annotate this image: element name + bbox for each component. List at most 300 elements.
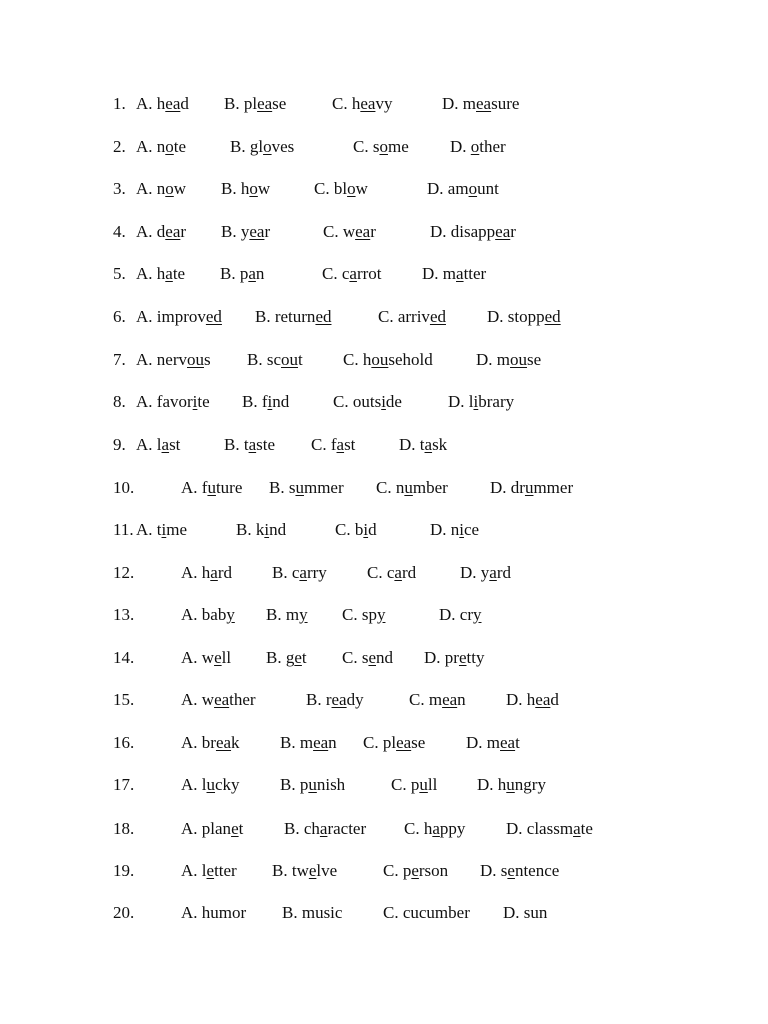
word-part: ppy [439,819,466,838]
underlined-letters: e [411,861,419,880]
option-label: B. [224,94,240,113]
option-b[interactable] [255,306,331,328]
option-label: C. [311,435,327,454]
option-c[interactable] [363,732,425,754]
option-d[interactable] [430,519,479,541]
word-part: mmer [303,478,344,497]
option-label: C. [409,690,425,709]
underlined-letters: a [573,819,581,838]
option-d[interactable] [442,93,519,115]
word-part: s [361,648,369,667]
word-part: de [385,392,402,411]
option-c[interactable] [343,349,433,371]
word-part: sc [266,350,282,369]
word-part: pl [243,94,258,113]
underlined-letters: a [161,435,170,454]
word-part: n [156,137,166,156]
option-a[interactable] [136,434,180,456]
option-label: B. [255,307,271,326]
option-b[interactable] [306,689,364,711]
underlined-letters: e [368,648,377,667]
option-label: A. [136,350,153,369]
word-part: y [240,222,250,241]
word-part: f [330,435,337,454]
option-label: A. [136,222,153,241]
option-c[interactable] [383,860,448,882]
option-c[interactable] [311,434,355,456]
word-part: t [515,733,520,752]
option-c[interactable] [383,902,470,924]
option-a[interactable] [136,519,187,541]
word-part: p [239,264,249,283]
question-number: 19. [113,861,135,880]
option-a[interactable] [181,860,237,882]
underlined-letters: ea [500,733,516,752]
word-part: s [500,861,508,880]
underlined-letters: e [308,861,317,880]
word-part: n [156,179,166,198]
word-part: ce [464,520,480,539]
underlined-letters: ea [257,94,273,113]
option-b[interactable] [272,562,327,584]
option-label: B. [221,222,237,241]
word-part: h [240,179,250,198]
option-label: D. [476,350,493,369]
underlined-letters: i [267,392,273,411]
word-part: r [180,222,187,241]
option-label: C. [391,775,407,794]
option-d[interactable] [490,477,573,499]
option-b[interactable] [230,136,294,158]
underlined-letters: o [347,179,356,198]
option-label: A. [136,520,153,539]
question-number: 7. [113,350,126,369]
question-number: 2. [113,137,126,156]
option-label: B. [272,861,288,880]
word-part: tw [291,861,309,880]
option-b[interactable] [221,221,270,243]
option-label: A. [136,307,153,326]
option-label: D. [422,264,439,283]
option-label: A. [181,563,198,582]
underlined-letters: o [165,137,174,156]
word-part: w [173,179,187,198]
question-number: 4. [113,222,126,241]
word-part: classm [526,819,574,838]
word-part: cucumber [402,903,470,922]
question-number: 3. [113,179,126,198]
underlined-letters: a [319,819,328,838]
option-label: B. [306,690,322,709]
word-part: pr [444,648,459,667]
option-label: C. [322,264,338,283]
option-label: B. [282,903,298,922]
word-part: rd [217,563,232,582]
option-label: D. [480,861,497,880]
option-d[interactable] [439,604,482,626]
word-part: n [457,690,466,709]
option-label: C. [378,307,394,326]
option-label: C. [343,350,359,369]
word-part: tter [214,861,237,880]
option-d[interactable] [450,136,506,158]
word-part: bl [333,179,348,198]
underlined-letters: ed [205,307,222,326]
word-part: m [496,350,511,369]
option-b[interactable] [280,774,345,796]
option-b[interactable] [284,818,366,840]
word-part: ves [271,137,295,156]
word-part: se [272,94,287,113]
option-d[interactable] [466,732,520,754]
word-part: h [423,819,433,838]
word-part: n [328,733,337,752]
underlined-letters: e [206,861,215,880]
word-part: h [526,690,536,709]
option-b[interactable] [266,647,307,669]
option-label: A. [136,392,153,411]
question-number: 6. [113,307,126,326]
underlined-letters: u [404,478,413,497]
word-part: t [243,435,249,454]
option-c[interactable] [404,818,465,840]
option-c[interactable] [335,519,377,541]
option-b[interactable] [269,477,344,499]
underlined-letters: ea [165,94,181,113]
word-part: h [362,350,372,369]
word-part: tter [463,264,487,283]
word-part: sehold [388,350,433,369]
option-label: C. [332,94,348,113]
option-a[interactable] [181,477,242,499]
word-part: music [301,903,343,922]
word-part: sp [361,605,377,624]
underlined-letters: ea [214,690,230,709]
option-a[interactable] [181,689,256,711]
option-a[interactable] [181,562,232,584]
underlined-letters: o [379,137,388,156]
question-number: 16. [113,733,135,752]
underlined-letters: i [192,392,198,411]
underlined-letters: e [458,648,467,667]
option-label: D. [439,605,456,624]
underlined-letters: u [524,478,534,497]
underlined-letters: ea [249,222,265,241]
option-label: C. [335,520,351,539]
word-part: d [156,222,166,241]
option-label: D. [450,137,467,156]
option-label: A. [181,690,198,709]
word-part: lve [316,861,338,880]
option-d[interactable] [399,434,447,456]
option-b[interactable] [236,519,286,541]
option-label: B. [280,733,296,752]
word-part: nd [272,392,290,411]
option-a[interactable] [136,93,189,115]
option-b[interactable] [282,902,342,924]
word-part: n [255,264,265,283]
word-part: m [428,690,443,709]
option-c[interactable] [342,604,385,626]
question-number: 11. [113,520,134,539]
word-part: ch [303,819,320,838]
option-label: B. [242,392,258,411]
underlined-letters: i [161,520,167,539]
word-part: s [288,478,296,497]
word-part: p [402,861,412,880]
option-b[interactable] [224,434,275,456]
option-label: D. [503,903,520,922]
option-label: D. [506,690,523,709]
option-d[interactable] [477,774,546,796]
option-c[interactable] [353,136,409,158]
underlined-letters: ea [396,733,412,752]
word-part: sure [491,94,520,113]
option-label: C. [342,648,358,667]
option-b[interactable] [272,860,337,882]
option-a[interactable] [136,178,186,200]
option-label: D. [466,733,483,752]
underlined-letters: y [226,605,235,624]
underlined-letters: ea [360,94,376,113]
option-b[interactable] [280,732,337,754]
word-part: g [285,648,295,667]
option-d[interactable] [460,562,511,584]
option-a[interactable] [136,136,186,158]
option-d[interactable] [487,306,561,328]
option-d[interactable] [427,178,499,200]
option-a[interactable] [136,263,185,285]
word-part: cr [459,605,473,624]
word-part: me [387,137,409,156]
option-b[interactable] [220,263,264,285]
underlined-letters: ed [315,307,332,326]
option-label: B. [266,605,282,624]
option-c[interactable] [314,178,368,200]
option-a[interactable] [136,349,211,371]
word-part: h [156,94,166,113]
word-part: st [169,435,181,454]
underlined-letters: a [299,563,307,582]
underlined-letters: a [210,563,218,582]
option-d[interactable] [422,263,486,285]
word-part: ll [221,648,232,667]
underlined-letters: ou [371,350,389,369]
option-b[interactable] [247,349,303,371]
question-number: 10. [113,478,135,497]
word-part: r [510,222,516,241]
underlined-letters: u [308,775,317,794]
option-label: B. [247,350,263,369]
underlined-letters: u [506,775,515,794]
question-number: 14. [113,648,135,667]
option-label: A. [136,264,153,283]
option-d[interactable] [476,349,541,371]
underlined-letters: y [299,605,308,624]
word-part: disapp [450,222,496,241]
question-number: 5. [113,264,126,283]
word-part: rry [306,563,327,582]
word-part: am [447,179,469,198]
underlined-letters: u [206,775,216,794]
word-part: st [344,435,356,454]
word-part: brary [478,392,515,411]
option-a[interactable] [181,732,240,754]
option-label: D. [427,179,444,198]
option-label: C. [353,137,369,156]
option-label: A. [181,903,198,922]
underlined-letters: ea [476,94,492,113]
option-b[interactable] [221,178,270,200]
option-c[interactable] [367,562,416,584]
option-d[interactable] [480,860,559,882]
option-label: A. [181,733,198,752]
option-label: C. [376,478,392,497]
underlined-letters: a [165,264,173,283]
option-label: D. [490,478,507,497]
option-d[interactable] [506,818,593,840]
word-part: ntence [514,861,560,880]
underlined-letters: e [294,648,302,667]
underlined-letters: i [473,392,479,411]
option-b[interactable] [266,604,308,626]
option-d[interactable] [506,689,559,711]
option-c[interactable] [342,647,393,669]
option-label: B. [272,563,288,582]
underlined-letters: ea [313,733,329,752]
word-part: nish [316,775,346,794]
option-c[interactable] [378,306,446,328]
option-c[interactable] [376,477,448,499]
underlined-letters: o [249,179,258,198]
underlined-letters: e [507,861,515,880]
underlined-letters: ou [187,350,204,369]
option-c[interactable] [332,93,392,115]
underlined-letters: ea [355,222,371,241]
word-part: t [156,520,162,539]
word-part: cky [215,775,240,794]
option-a[interactable] [136,221,186,243]
underlined-letters: ea [535,690,551,709]
word-part: se [411,733,426,752]
option-d[interactable] [424,647,484,669]
option-label: A. [181,819,198,838]
word-part: bab [201,605,227,624]
option-label: A. [181,605,198,624]
word-part: plan [201,819,232,838]
option-a[interactable] [181,604,235,626]
question-number: 1. [113,94,126,113]
word-part: k [231,733,240,752]
underlined-letters: ea [495,222,511,241]
word-part: n [395,478,405,497]
word-part: ste [256,435,276,454]
option-b[interactable] [224,93,286,115]
word-part: ll [427,775,438,794]
option-label: A. [136,137,153,156]
underlined-letters: y [376,605,386,624]
option-d[interactable] [430,221,516,243]
underlined-letters: ou [510,350,528,369]
option-a[interactable] [181,774,240,796]
word-part: c [341,264,350,283]
word-part: l [468,392,474,411]
word-part: rd [401,563,417,582]
word-part: h [351,94,361,113]
option-c[interactable] [323,221,376,243]
word-part: m [442,264,457,283]
option-c[interactable] [409,689,466,711]
option-label: B. [220,264,236,283]
word-part: w [201,690,215,709]
option-a[interactable] [181,647,231,669]
word-part: k [255,520,265,539]
option-c[interactable] [322,263,381,285]
underlined-letters: ea [442,690,458,709]
word-part: l [201,775,207,794]
option-label: A. [181,648,198,667]
option-label: D. [487,307,504,326]
option-label: D. [424,648,441,667]
word-part: arriv [397,307,430,326]
word-part: racter [327,819,367,838]
underlined-letters: ou [281,350,299,369]
underlined-letters: ed [544,307,561,326]
underlined-letters: u [419,775,428,794]
option-d[interactable] [448,391,514,413]
question-number: 17. [113,775,135,794]
option-b[interactable] [242,391,289,413]
underlined-letters: ea [165,222,181,241]
underlined-letters: a [394,563,402,582]
word-part: sk [432,435,448,454]
option-label: C. [383,903,399,922]
option-label: C. [323,222,339,241]
option-label: D. [460,563,477,582]
underlined-letters: ea [331,690,347,709]
underlined-letters: i [459,520,465,539]
word-part: d [180,94,189,113]
word-part: nd [376,648,394,667]
underlined-letters: ea [215,733,232,752]
word-part: y [480,563,490,582]
word-part: se [527,350,542,369]
word-part: gl [249,137,264,156]
word-part: unt [477,179,499,198]
word-part: improv [156,307,206,326]
underlined-letters: i [363,520,369,539]
option-a[interactable] [181,902,246,924]
question-number: 13. [113,605,135,624]
question-number: 18. [113,819,135,838]
word-part: rd [496,563,511,582]
option-label: A. [181,861,198,880]
word-part: ture [215,478,243,497]
option-label: D. [448,392,465,411]
option-a[interactable] [136,391,210,413]
option-c[interactable] [391,774,437,796]
option-d[interactable] [503,902,547,924]
word-part: return [274,307,316,326]
option-a[interactable] [181,818,243,840]
option-c[interactable] [333,391,402,413]
underlined-letters: o [263,137,272,156]
question-number: 15. [113,690,135,709]
option-a[interactable] [136,306,222,328]
underlined-letters: a [248,264,256,283]
word-part: mber [412,478,448,497]
word-part: br [201,733,216,752]
